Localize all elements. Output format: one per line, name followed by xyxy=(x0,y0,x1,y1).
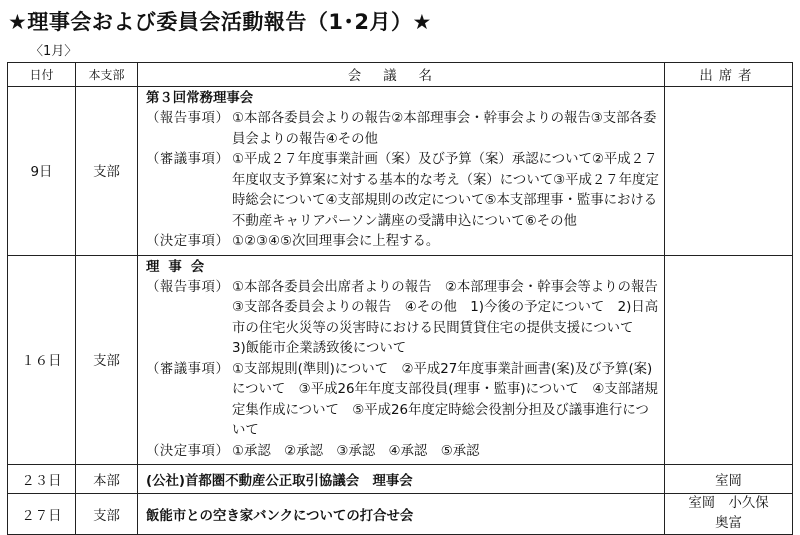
section-text: ①承認 ②承認 ③承認 ④承認 ⑤承認 xyxy=(232,443,480,459)
row-date: 9日 xyxy=(8,87,76,256)
table-row xyxy=(8,494,793,535)
decision-items xyxy=(146,442,660,463)
report-items xyxy=(146,109,660,150)
section-text: ①平成２７年度事業計画（案）及び予算（案）承認について②平成２７年度収支予算案に対する基本的な考え（案）について③平成２７年度定時総会について④支部規則の改定について⑤本支部理事・監事における不動産キャリアパーソン講座の受講申込について⑥その他 xyxy=(232,152,659,229)
header-meeting: 会議名 xyxy=(138,63,665,87)
meeting-title: (公社)首都圏不動産公正取引協議会 理事会 xyxy=(138,465,665,494)
section-label: （報告事項） xyxy=(146,111,230,126)
section-label: （決定事項） xyxy=(146,234,230,249)
header-date: 日付 xyxy=(8,63,76,87)
deliberation-items xyxy=(146,150,660,232)
row-branch: 支部 xyxy=(76,255,138,465)
section-label: （審議事項） xyxy=(146,152,230,167)
header-attendees: 出席者 xyxy=(665,63,793,87)
attendee-line: 室岡 小久保 xyxy=(688,496,769,511)
row-date: ２３日 xyxy=(8,465,76,494)
meeting-cell xyxy=(138,255,672,465)
meeting-title: 理事会 xyxy=(146,259,214,275)
row-branch: 本部 xyxy=(76,465,138,494)
section-text: ①本部各委員会出席者よりの報告 ②本部理事会・幹事会等よりの報告 ③支部各委員会よりの報告 ④その他 1)今後の予定について 2)日高市の住宅火災等の災害時における民間賃貸住宅の提供支援について 3)飯能市企業誘致後について xyxy=(232,279,672,356)
section-text: ①支部規則(準則)について ②平成27年度事業計画書(案)及び予算(案)について ③平成26年年度支部役員(理事・監事)について ④支部諸規定集作成について ⑤平成26年度定時総会役割分担及び議事進行について xyxy=(232,361,658,438)
row-attendees xyxy=(665,87,793,256)
row-attendees xyxy=(665,255,793,465)
row-date: ２７日 xyxy=(8,494,76,535)
row-attendees: 室岡 xyxy=(665,465,793,494)
row-branch: 支部 xyxy=(76,87,138,256)
decision-items xyxy=(146,232,660,253)
meeting-title: 飯能市との空き家バンクについての打合せ会 xyxy=(138,494,665,535)
attendee-line: 奥富 xyxy=(715,516,742,531)
report-title: ★理事会および委員会活動報告（1･2月）★ xyxy=(8,10,432,34)
month-label: 〈1月〉 xyxy=(30,44,78,59)
row-attendees xyxy=(665,494,793,535)
table-row xyxy=(8,87,793,256)
section-label: （審議事項） xyxy=(146,361,230,377)
deliberation-items xyxy=(146,360,660,442)
section-text: ①本部各委員会よりの報告②本部理事会・幹事会よりの報告③支部各委員会よりの報告④その他 xyxy=(232,111,657,147)
section-label: （決定事項） xyxy=(146,443,230,459)
activity-table xyxy=(7,62,793,535)
header-branch: 本支部 xyxy=(76,63,138,87)
meeting-cell xyxy=(138,87,665,256)
table-row xyxy=(8,255,793,465)
row-date: １６日 xyxy=(8,255,76,465)
row-branch: 支部 xyxy=(76,494,138,535)
section-text: ①②③④⑤次回理事会に上程する。 xyxy=(232,234,440,249)
table-row xyxy=(8,465,793,494)
meeting-title: 第３回常務理事会 xyxy=(146,91,254,106)
report-items xyxy=(146,278,672,360)
table-header-row xyxy=(8,63,793,87)
section-label: （報告事項） xyxy=(146,279,230,295)
